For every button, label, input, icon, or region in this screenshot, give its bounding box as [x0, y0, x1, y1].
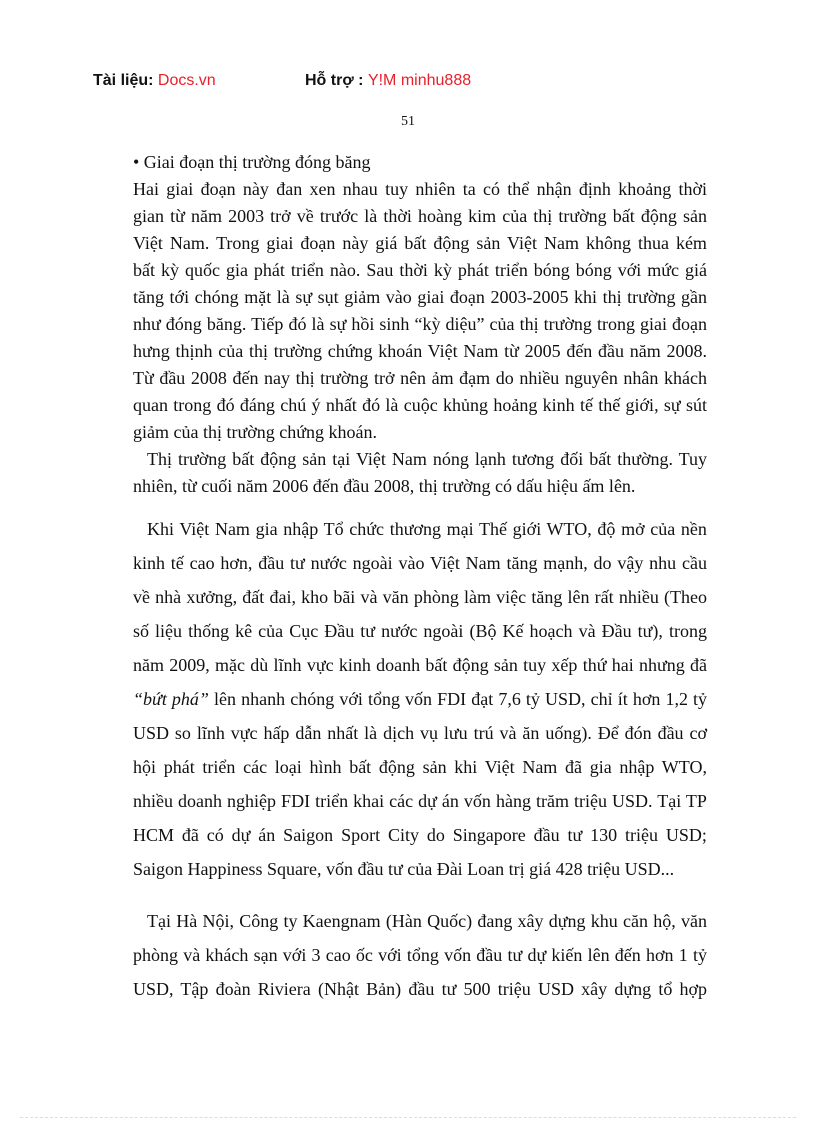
- paragraph-line: Saigon Happiness Square, vốn đầu tư của Đài Loan trị giá 428 triệu USD...: [133, 859, 675, 879]
- doc-source-link[interactable]: Docs.vn: [157, 72, 216, 89]
- page-bottom-rule: [20, 1117, 796, 1118]
- paragraph-line: về nhà xưởng, đất đai, kho bãi và văn phòng làm việc tăng lên rất nhiều (Theo: [133, 587, 707, 607]
- paragraph-line-rest: lên nhanh chóng với tổng vốn FDI đạt 7,6 tỷ USD, chỉ ít hơn 1,2 tỷ: [208, 689, 708, 709]
- support-label: Hỗ trợ :: [305, 72, 364, 89]
- paragraph-line: Tại Hà Nội, Công ty Kaengnam (Hàn Quốc) đang xây dựng khu căn hộ, văn: [147, 911, 707, 931]
- support-user: minhu888: [400, 72, 472, 89]
- support-info: [305, 72, 471, 90]
- paragraph-line: nhiều doanh nghiệp FDI triển khai các dự án vốn hàng trăm triệu USD. Tại TP: [133, 791, 707, 811]
- paragraph-line: Từ đầu 2008 đến nay thị trường trở nên ảm đạm do nhiều nguyên nhân khách: [133, 368, 707, 388]
- paragraph-line: Thị trường bất động sản tại Việt Nam nóng lạnh tương đối bất thường. Tuy: [147, 449, 708, 469]
- page-number: 51: [401, 114, 415, 129]
- paragraph-line: tăng tới chóng mặt là sự sụt giảm vào giai đoạn 2003-2005 khi thị trường gần: [133, 287, 708, 307]
- paragraph-line: Việt Nam. Trong giai đoạn này giá bất động sản Việt Nam không thua kém: [133, 233, 707, 253]
- paragraph-line: kinh tế cao hơn, đầu tư nước ngoài vào Việt Nam tăng mạnh, do vậy nhu cầu: [133, 553, 707, 573]
- paragraph-line: hưng thịnh của thị trường chứng khoán Việt Nam từ 2005 đến đầu năm 2008.: [133, 341, 708, 361]
- paragraph-line: năm 2009, mặc dù lĩnh vực kinh doanh bất động sản tuy xếp thứ hai nhưng đã: [133, 655, 707, 675]
- paragraph-line: như đóng băng. Tiếp đó là sự hồi sinh “kỳ diệu” của thị trường trong giai đoạn: [133, 314, 708, 334]
- paragraph-line: phòng và khách sạn với 3 cao ốc với tổng vốn đầu tư dự kiến lên đến hơn 1 tỷ: [133, 945, 707, 965]
- paragraph-line: HCM đã có dự án Saigon Sport City do Singapore đầu tư 130 triệu USD;: [133, 825, 707, 845]
- page-header: [93, 72, 472, 90]
- paragraph-line: [133, 689, 707, 709]
- paragraph-line: Hai giai đoạn này đan xen nhau tuy nhiên ta có thể nhận định khoảng thời: [133, 179, 708, 199]
- section-bullet: • Giai đoạn thị trường đóng băng: [133, 152, 371, 172]
- paragraph-line: giảm của thị trường chứng khoán.: [133, 422, 377, 442]
- support-ym: Y!M: [367, 72, 397, 89]
- paragraph-line: Khi Việt Nam gia nhập Tổ chức thương mại Thế giới WTO, độ mở của nền: [147, 519, 707, 539]
- paragraph-line: nhiên, từ cuối năm 2006 đến đầu 2008, thị trường có dấu hiệu ấm lên.: [133, 476, 636, 496]
- paragraph-line: gian từ năm 2003 trở về trước là thời hoàng kim của thị trường bất động sản: [133, 206, 707, 226]
- doc-label: Tài liệu:: [93, 72, 154, 89]
- paragraph-line: bất kỳ quốc gia phát triển nào. Sau thời kỳ phát triển bóng bóng với mức giá: [133, 260, 708, 280]
- italic-phrase: “bứt phá”: [133, 689, 209, 709]
- paragraph-line: USD so lĩnh vực hấp dẫn nhất là dịch vụ lưu trú và ăn uống). Để đón đầu cơ: [133, 723, 707, 743]
- paragraph-line: số liệu thống kê của Cục Đầu tư nước ngoài (Bộ Kế hoạch và Đầu tư), trong: [133, 621, 707, 641]
- paragraph-line: quan trong đó đáng chú ý nhất đó là cuộc khủng hoảng kinh tế thế giới, sự sút: [133, 395, 707, 415]
- paragraph-line: USD, Tập đoàn Riviera (Nhật Bản) đầu tư 500 triệu USD xây dựng tổ hợp: [133, 979, 708, 999]
- paragraph-line: hội phát triển các loại hình bất động sản khi Việt Nam đã gia nhập WTO,: [133, 757, 707, 777]
